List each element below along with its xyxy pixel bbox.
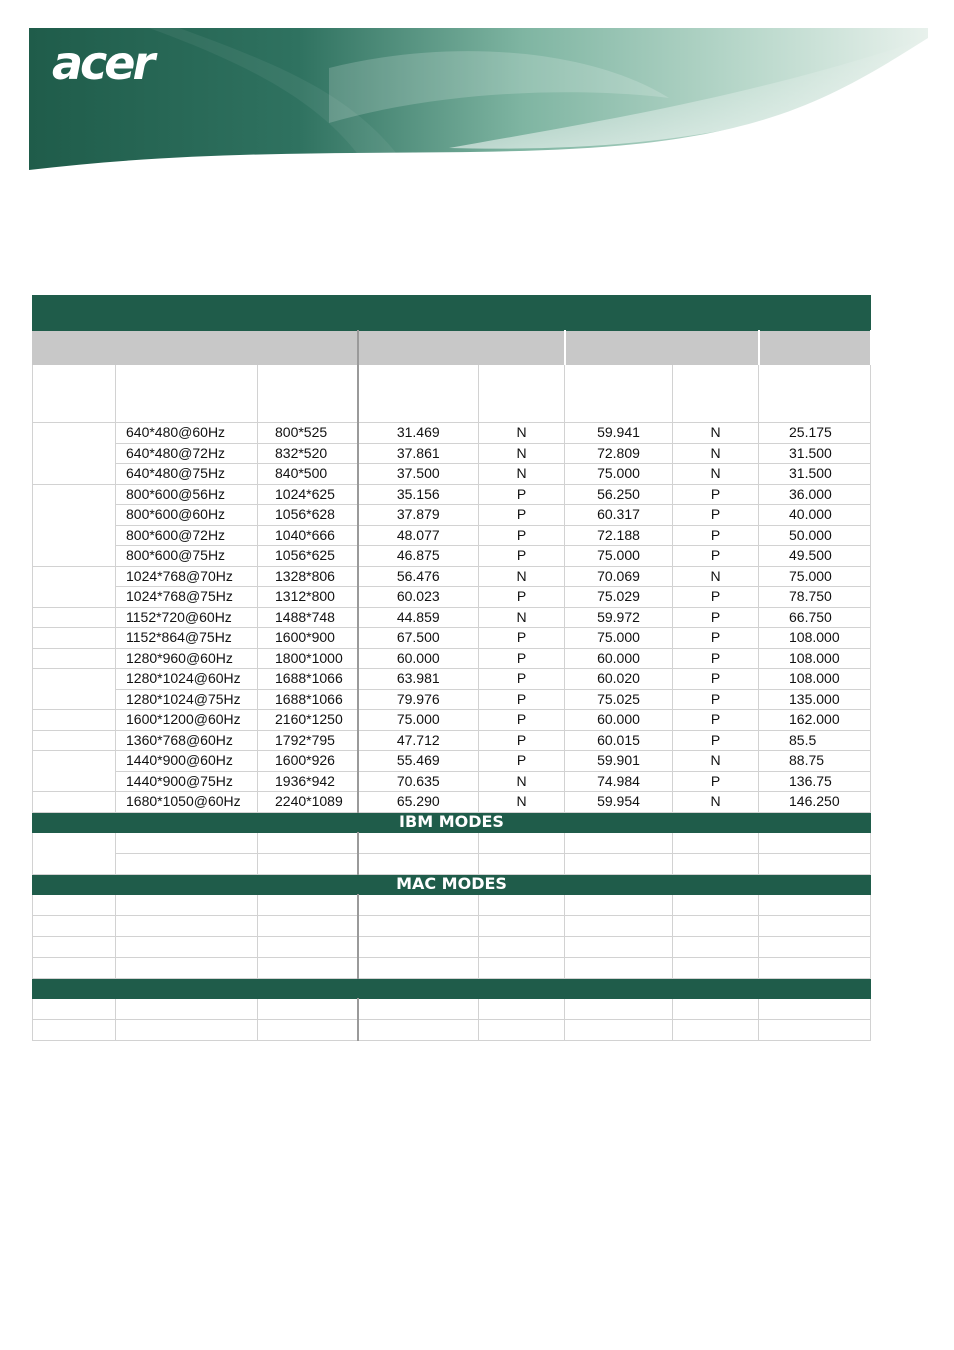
table-row <box>33 423 871 444</box>
table-row <box>33 484 871 505</box>
empty-cell <box>565 998 673 1019</box>
empty-cell <box>479 957 565 978</box>
empty-cell <box>33 936 116 957</box>
empty-cell <box>358 894 479 915</box>
empty-cell <box>673 1019 759 1040</box>
empty-cell <box>116 1019 258 1040</box>
group-cell <box>33 628 116 649</box>
resolution-cell: 1280*1024@60Hz <box>116 669 258 690</box>
group-cell <box>33 607 116 628</box>
h-freq-cell: 37.861 <box>358 443 479 464</box>
total-cell: 1024*625 <box>258 484 358 505</box>
mac-modes-band-label: MAC MODES <box>33 874 871 894</box>
v-freq-cell: 59.901 <box>565 751 673 772</box>
resolution-cell: 1024*768@70Hz <box>116 566 258 587</box>
pixel-clock-cell: 146.250 <box>759 792 871 813</box>
empty-cell <box>33 957 116 978</box>
v-freq-cell: 59.972 <box>565 607 673 628</box>
empty-cell <box>565 832 673 853</box>
resolution-cell: 1152*720@60Hz <box>116 607 258 628</box>
section-band <box>33 978 871 998</box>
h-polarity-cell: N <box>479 423 565 444</box>
empty-cell <box>759 998 871 1019</box>
total-cell: 1600*900 <box>258 628 358 649</box>
group-cell <box>33 423 116 485</box>
total-cell: 800*525 <box>258 423 358 444</box>
empty-cell <box>673 936 759 957</box>
h-polarity-cell: P <box>479 587 565 608</box>
v-freq-cell: 72.809 <box>565 443 673 464</box>
column-header <box>33 365 871 423</box>
h-polarity-cell: P <box>479 689 565 710</box>
v-freq-cell: 75.000 <box>565 464 673 485</box>
group-cell <box>33 669 116 710</box>
empty-cell <box>565 936 673 957</box>
pixel-clock-cell: 40.000 <box>759 505 871 526</box>
empty-cell <box>759 1019 871 1040</box>
table-row <box>33 689 871 710</box>
empty-cell <box>358 998 479 1019</box>
empty-cell <box>116 894 258 915</box>
empty-cell <box>759 957 871 978</box>
empty-cell <box>258 1019 358 1040</box>
table-row <box>33 443 871 464</box>
table-row <box>33 587 871 608</box>
total-cell: 1040*666 <box>258 525 358 546</box>
v-polarity-cell: N <box>673 464 759 485</box>
empty-cell <box>116 936 258 957</box>
resolution-cell: 640*480@60Hz <box>116 423 258 444</box>
group-cell <box>33 484 116 566</box>
resolution-cell: 800*600@75Hz <box>116 546 258 567</box>
v-freq-cell: 75.000 <box>565 546 673 567</box>
h-polarity-cell: P <box>479 751 565 772</box>
empty-cell <box>565 1019 673 1040</box>
pixel-clock-cell: 108.000 <box>759 628 871 649</box>
empty-cell <box>479 832 565 853</box>
empty-cell <box>565 957 673 978</box>
h-polarity-cell: P <box>479 525 565 546</box>
pixel-clock-cell: 25.175 <box>759 423 871 444</box>
h-polarity-cell: N <box>479 607 565 628</box>
resolution-cell: 1440*900@75Hz <box>116 771 258 792</box>
empty-cell <box>258 915 358 936</box>
table-row <box>33 915 871 936</box>
v-freq-cell: 60.000 <box>565 648 673 669</box>
empty-cell <box>358 915 479 936</box>
pixel-clock-cell: 108.000 <box>759 669 871 690</box>
h-freq-cell: 48.077 <box>358 525 479 546</box>
empty-cell <box>116 915 258 936</box>
table-row <box>33 525 871 546</box>
h-freq-cell: 70.635 <box>358 771 479 792</box>
table-row <box>33 853 871 874</box>
empty-cell <box>358 936 479 957</box>
pixel-clock-cell: 50.000 <box>759 525 871 546</box>
h-polarity-cell: P <box>479 505 565 526</box>
empty-cell <box>673 853 759 874</box>
mac-modes-band <box>33 874 871 894</box>
total-cell: 840*500 <box>258 464 358 485</box>
h-freq-cell: 65.290 <box>358 792 479 813</box>
h-freq-cell: 67.500 <box>358 628 479 649</box>
group-cell <box>33 566 116 607</box>
section-band-label <box>33 978 871 998</box>
resolution-cell: 1360*768@60Hz <box>116 730 258 751</box>
resolution-cell: 800*600@56Hz <box>116 484 258 505</box>
h-freq-cell: 31.469 <box>358 423 479 444</box>
empty-cell <box>258 853 358 874</box>
group-cell <box>33 751 116 792</box>
table-row <box>33 751 871 772</box>
h-polarity-cell: N <box>479 792 565 813</box>
acer-logo: acer <box>52 36 153 90</box>
total-cell: 1056*628 <box>258 505 358 526</box>
group-cell <box>33 648 116 669</box>
v-freq-cell: 60.000 <box>565 710 673 731</box>
resolution-cell: 1440*900@60Hz <box>116 751 258 772</box>
empty-cell <box>673 832 759 853</box>
empty-cell <box>673 998 759 1019</box>
resolution-cell: 800*600@60Hz <box>116 505 258 526</box>
h-freq-cell: 63.981 <box>358 669 479 690</box>
empty-cell <box>479 936 565 957</box>
table-row <box>33 669 871 690</box>
h-polarity-cell: P <box>479 710 565 731</box>
empty-cell <box>479 998 565 1019</box>
v-freq-cell: 56.250 <box>565 484 673 505</box>
v-freq-cell: 60.020 <box>565 669 673 690</box>
h-freq-cell: 47.712 <box>358 730 479 751</box>
resolution-cell: 1280*1024@75Hz <box>116 689 258 710</box>
table-row <box>33 710 871 731</box>
total-cell: 1688*1066 <box>258 669 358 690</box>
empty-cell <box>258 894 358 915</box>
empty-cell <box>565 853 673 874</box>
h-polarity-cell: N <box>479 566 565 587</box>
empty-cell <box>565 894 673 915</box>
v-polarity-cell: P <box>673 710 759 731</box>
pixel-clock-cell: 135.000 <box>759 689 871 710</box>
ibm-modes-band <box>33 812 871 832</box>
empty-cell <box>759 853 871 874</box>
table-row <box>33 957 871 978</box>
v-polarity-cell: P <box>673 505 759 526</box>
table-row <box>33 546 871 567</box>
resolution-cell: 640*480@75Hz <box>116 464 258 485</box>
empty-cell <box>673 915 759 936</box>
empty-cell <box>258 998 358 1019</box>
table-row <box>33 936 871 957</box>
h-freq-cell: 35.156 <box>358 484 479 505</box>
total-cell: 1328*806 <box>258 566 358 587</box>
empty-cell <box>33 998 116 1019</box>
empty-cell <box>258 832 358 853</box>
pixel-clock-cell: 31.500 <box>759 443 871 464</box>
resolution-cell: 1600*1200@60Hz <box>116 710 258 731</box>
pixel-clock-cell: 31.500 <box>759 464 871 485</box>
column-group-header <box>33 331 871 365</box>
empty-cell <box>358 853 479 874</box>
resolution-cell: 800*600@72Hz <box>116 525 258 546</box>
resolution-cell: 640*480@72Hz <box>116 443 258 464</box>
h-freq-cell: 60.023 <box>358 587 479 608</box>
h-polarity-cell: N <box>479 443 565 464</box>
v-polarity-cell: P <box>673 689 759 710</box>
v-polarity-cell: N <box>673 423 759 444</box>
total-cell: 1488*748 <box>258 607 358 628</box>
v-freq-cell: 72.188 <box>565 525 673 546</box>
empty-cell <box>116 832 258 853</box>
empty-cell <box>673 957 759 978</box>
h-polarity-cell: P <box>479 730 565 751</box>
empty-cell <box>116 957 258 978</box>
table-row <box>33 648 871 669</box>
h-freq-cell: 75.000 <box>358 710 479 731</box>
v-freq-cell: 60.317 <box>565 505 673 526</box>
h-polarity-cell: N <box>479 771 565 792</box>
v-polarity-cell: P <box>673 628 759 649</box>
empty-cell <box>759 915 871 936</box>
pixel-clock-cell: 66.750 <box>759 607 871 628</box>
title-band <box>33 296 871 331</box>
empty-cell <box>759 832 871 853</box>
v-freq-cell: 74.984 <box>565 771 673 792</box>
empty-cell <box>565 915 673 936</box>
v-polarity-cell: P <box>673 669 759 690</box>
h-freq-cell: 46.875 <box>358 546 479 567</box>
pixel-clock-cell: 78.750 <box>759 587 871 608</box>
empty-cell <box>33 832 116 874</box>
h-polarity-cell: P <box>479 628 565 649</box>
table-row <box>33 566 871 587</box>
table-row <box>33 792 871 813</box>
h-freq-cell: 79.976 <box>358 689 479 710</box>
v-polarity-cell: P <box>673 771 759 792</box>
table-row <box>33 607 871 628</box>
empty-cell <box>358 1019 479 1040</box>
empty-cell <box>258 936 358 957</box>
pixel-clock-cell: 162.000 <box>759 710 871 731</box>
resolution-cell: 1152*864@75Hz <box>116 628 258 649</box>
pixel-clock-cell: 136.75 <box>759 771 871 792</box>
v-polarity-cell: P <box>673 484 759 505</box>
total-cell: 1936*942 <box>258 771 358 792</box>
v-freq-cell: 59.954 <box>565 792 673 813</box>
v-polarity-cell: P <box>673 607 759 628</box>
total-cell: 1792*795 <box>258 730 358 751</box>
group-cell <box>33 710 116 731</box>
v-polarity-cell: N <box>673 443 759 464</box>
v-polarity-cell: P <box>673 546 759 567</box>
empty-cell <box>479 1019 565 1040</box>
pixel-clock-cell: 49.500 <box>759 546 871 567</box>
pixel-clock-cell: 36.000 <box>759 484 871 505</box>
empty-cell <box>358 832 479 853</box>
total-cell: 2240*1089 <box>258 792 358 813</box>
h-freq-cell: 55.469 <box>358 751 479 772</box>
empty-cell <box>479 853 565 874</box>
total-cell: 1600*926 <box>258 751 358 772</box>
table-row <box>33 832 871 853</box>
total-cell: 1688*1066 <box>258 689 358 710</box>
table-row <box>33 505 871 526</box>
empty-cell <box>673 894 759 915</box>
timing-table <box>32 295 872 1041</box>
h-freq-cell: 60.000 <box>358 648 479 669</box>
table-row <box>33 628 871 649</box>
resolution-cell: 1680*1050@60Hz <box>116 792 258 813</box>
empty-cell <box>479 894 565 915</box>
h-freq-cell: 37.500 <box>358 464 479 485</box>
total-cell: 832*520 <box>258 443 358 464</box>
v-polarity-cell: P <box>673 648 759 669</box>
table-row <box>33 894 871 915</box>
v-polarity-cell: N <box>673 751 759 772</box>
h-freq-cell: 37.879 <box>358 505 479 526</box>
v-polarity-cell: P <box>673 730 759 751</box>
group-cell <box>33 792 116 813</box>
v-freq-cell: 75.025 <box>565 689 673 710</box>
ibm-modes-band-label: IBM MODES <box>33 812 871 832</box>
total-cell: 1056*625 <box>258 546 358 567</box>
table-row <box>33 730 871 751</box>
resolution-cell: 1024*768@75Hz <box>116 587 258 608</box>
pixel-clock-cell: 88.75 <box>759 751 871 772</box>
h-freq-cell: 44.859 <box>358 607 479 628</box>
empty-cell <box>759 894 871 915</box>
v-freq-cell: 75.029 <box>565 587 673 608</box>
empty-cell <box>116 853 258 874</box>
empty-cell <box>479 915 565 936</box>
v-freq-cell: 59.941 <box>565 423 673 444</box>
total-cell: 2160*1250 <box>258 710 358 731</box>
v-polarity-cell: N <box>673 792 759 813</box>
empty-cell <box>33 915 116 936</box>
v-polarity-cell: N <box>673 566 759 587</box>
group-cell <box>33 730 116 751</box>
empty-cell <box>358 957 479 978</box>
pixel-clock-cell: 85.5 <box>759 730 871 751</box>
v-freq-cell: 75.000 <box>565 628 673 649</box>
h-polarity-cell: P <box>479 669 565 690</box>
table-row <box>33 771 871 792</box>
h-polarity-cell: N <box>479 464 565 485</box>
h-polarity-cell: P <box>479 546 565 567</box>
table-row <box>33 998 871 1019</box>
v-polarity-cell: P <box>673 587 759 608</box>
h-polarity-cell: P <box>479 648 565 669</box>
pixel-clock-cell: 75.000 <box>759 566 871 587</box>
h-polarity-cell: P <box>479 484 565 505</box>
v-freq-cell: 60.015 <box>565 730 673 751</box>
v-polarity-cell: P <box>673 525 759 546</box>
header-banner <box>29 28 928 170</box>
empty-cell <box>116 998 258 1019</box>
v-freq-cell: 70.069 <box>565 566 673 587</box>
empty-cell <box>258 957 358 978</box>
resolution-cell: 1280*960@60Hz <box>116 648 258 669</box>
table-row <box>33 1019 871 1040</box>
total-cell: 1312*800 <box>258 587 358 608</box>
empty-cell <box>33 894 116 915</box>
total-cell: 1800*1000 <box>258 648 358 669</box>
pixel-clock-cell: 108.000 <box>759 648 871 669</box>
h-freq-cell: 56.476 <box>358 566 479 587</box>
empty-cell <box>33 1019 116 1040</box>
table-row <box>33 464 871 485</box>
empty-cell <box>759 936 871 957</box>
